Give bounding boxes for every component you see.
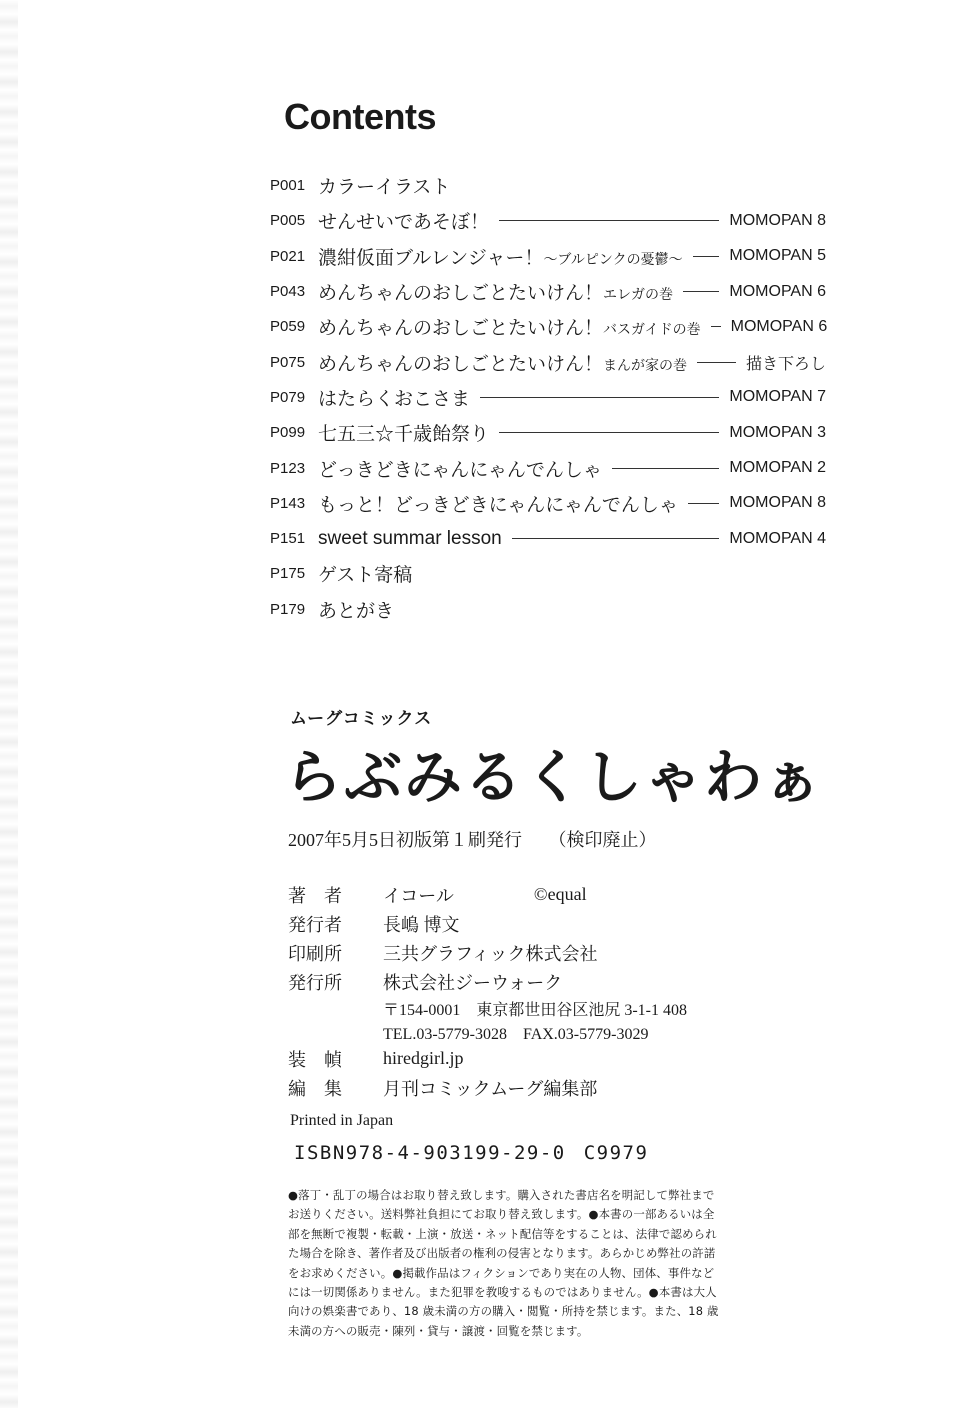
- author-label: 著 者: [288, 885, 342, 906]
- toc-entry: [270, 521, 826, 556]
- toc-title-sub: エレガの巻: [603, 286, 674, 303]
- toc-title-main: もっと！どっきどきにゃんにゃんでんしゃ: [318, 494, 678, 516]
- toc-author: MOMOPAN 6: [729, 282, 826, 300]
- toc-leader-line: [499, 220, 719, 221]
- toc-entry: [270, 486, 826, 521]
- toc-entry: [270, 415, 826, 450]
- publisher-label: 発行者: [288, 914, 342, 935]
- printer-name: 三共グラフィック株式会社: [383, 943, 598, 964]
- printer-row: [288, 938, 687, 967]
- edition-date: 2007年5月5日初版第１刷発行: [288, 830, 522, 850]
- editor-label: 編 集: [288, 1078, 342, 1099]
- issuer-row: [288, 967, 687, 996]
- publisher-name: 長嶋 博文: [383, 914, 460, 935]
- toc-title: [318, 419, 489, 446]
- toc-author: MOMOPAN 6: [730, 317, 828, 335]
- toc-title-main: めんちゃんのおしごとたいけん！: [318, 318, 604, 340]
- toc-entry: [270, 380, 826, 415]
- toc-page-number: P099: [270, 424, 306, 442]
- toc-page-number: P175: [270, 565, 306, 583]
- toc-title-main: せんせいであそぼ！: [318, 212, 490, 234]
- toc-page-number: P043: [270, 283, 306, 301]
- toc-title: [318, 172, 450, 199]
- toc-entry: [270, 203, 826, 238]
- toc-page-number: P075: [270, 353, 306, 371]
- toc-title: [318, 207, 489, 234]
- publisher-row: [288, 909, 687, 938]
- toc-leader-line: [683, 291, 719, 292]
- toc-title: [318, 490, 678, 517]
- toc-leader-line: [697, 362, 736, 363]
- toc-title: [318, 313, 701, 340]
- toc-title: [318, 349, 687, 376]
- isbn-class-code: C9979: [583, 1142, 649, 1164]
- toc-title: [318, 243, 683, 270]
- toc-title: [318, 528, 502, 550]
- toc-title-sub: バスガイドの巻: [603, 321, 701, 338]
- printer-label: 印刷所: [288, 943, 342, 964]
- toc-leader-line: [612, 468, 720, 469]
- design-row: [288, 1044, 687, 1073]
- toc-title: [318, 278, 673, 305]
- toc-author: MOMOPAN 7: [729, 388, 826, 406]
- toc-leader-line: [693, 256, 720, 257]
- toc-entry: [270, 556, 826, 591]
- toc-page-number: P151: [270, 530, 306, 548]
- toc-entry: [270, 168, 826, 203]
- toc-entry: [270, 450, 826, 485]
- toc-title: [318, 455, 602, 482]
- toc-author: MOMOPAN 3: [729, 423, 826, 441]
- contact-row: [288, 1020, 687, 1044]
- toc-page-number: P079: [270, 388, 306, 406]
- design-label: 装 幀: [288, 1049, 342, 1070]
- toc-title-main: どっきどきにゃんにゃんでんしゃ: [318, 459, 602, 481]
- editor-credit: 月刊コミックムーグ編集部: [383, 1078, 598, 1099]
- toc-page-number: P005: [270, 212, 306, 230]
- isbn-number: ISBN978-4-903199-29-0: [294, 1142, 566, 1164]
- toc-title-main: めんちゃんのおしごとたいけん！: [318, 353, 604, 375]
- toc-title-main: 七五三☆千歳飴祭り: [318, 424, 490, 446]
- address-row: [288, 996, 687, 1020]
- printed-in: Printed in Japan: [290, 1112, 394, 1129]
- toc-title: [318, 596, 394, 623]
- toc-author: MOMOPAN 8: [729, 494, 826, 512]
- issuer-name: 株式会社ジーウォーク: [383, 972, 563, 993]
- edition-line: [288, 826, 657, 852]
- toc-title-main: めんちゃんのおしごとたいけん！: [318, 283, 604, 305]
- isbn-line: [294, 1142, 648, 1164]
- toc-entry: [270, 274, 826, 309]
- toc-leader-line: [512, 538, 720, 539]
- toc-title: [318, 560, 412, 587]
- toc-page-number: P143: [270, 494, 306, 512]
- toc-title-main: あとがき: [318, 600, 395, 622]
- toc-title: [318, 384, 470, 411]
- toc-page-number: P059: [270, 318, 306, 336]
- toc-leader-line: [480, 397, 719, 398]
- toc-entry: [270, 592, 826, 627]
- issuer-contact: TEL.03-5779-3028 FAX.03-5779-3029: [383, 1025, 649, 1043]
- editor-row: [288, 1073, 687, 1102]
- toc-title-sub: ～ブルピンクの憂鬱～: [543, 250, 683, 267]
- toc-page-number: P179: [270, 600, 306, 618]
- seal-note: （検印廃止）: [548, 830, 657, 850]
- toc-title-main: 濃紺仮面ブルレンジャー！: [318, 247, 544, 269]
- toc-entry: [270, 309, 826, 344]
- book-title: らぶみるくしゃわぁ: [284, 743, 824, 811]
- toc-author: MOMOPAN 2: [729, 459, 826, 477]
- legal-notice: ●落丁・乱丁の場合はお取り替え致します。購入された書店名を明記して弊社までお送りください。送料弊社負担にてお取り替え致します。●本書の一部あるいは全部を無断で複製・転載・上演・放送・ネット配信等をすることは、法律で認められた場合を除き、著作者及び出版者の権利の侵害となります。あらかじめ弊社の許諾をお求めください。●掲載作品はフィクションであり実在の人物、団体、事件などには一切関係ありません。また犯罪を教唆するものではありません。●本書は大人向けの娯楽書であり、18 歳未満の方の購入・閲覧・所持を禁じます。また、18 歳未満の方への販売・陳列・貸与・譲渡・回覧を禁じます。: [288, 1188, 719, 1338]
- toc-title-main: sweet summar lesson: [318, 527, 502, 549]
- toc-entry: [270, 239, 826, 274]
- toc-entry: [270, 344, 826, 379]
- design-credit: hiredgirl.jp: [383, 1048, 464, 1068]
- author-name: イコール: [383, 885, 454, 906]
- toc-title-main: ゲスト寄稿: [318, 565, 413, 587]
- toc-page-number: P123: [270, 459, 306, 477]
- page-edge-shadow: [0, 0, 18, 1408]
- issuer-address: 〒154-0001 東京都世田谷区池尻 3-1-1 408: [383, 1001, 687, 1019]
- toc-leader-line: [499, 432, 719, 433]
- toc-title-sub: まんが家の巻: [603, 356, 688, 373]
- toc-author: MOMOPAN 8: [729, 211, 826, 229]
- colophon-info: [288, 880, 687, 1102]
- toc-leader-line: [711, 326, 721, 327]
- copyright: ©equal: [533, 884, 587, 904]
- issuer-label: 発行所: [288, 972, 342, 993]
- series-label: ムーグコミックス: [290, 709, 433, 729]
- toc-author: MOMOPAN 5: [729, 247, 826, 265]
- toc-author: MOMOPAN 4: [729, 529, 826, 547]
- toc-page-number: P021: [270, 247, 306, 265]
- author-row: [288, 880, 687, 909]
- contents-heading: Contents: [284, 96, 436, 137]
- table-of-contents: [270, 168, 826, 627]
- toc-title-main: カラーイラスト: [318, 177, 451, 199]
- toc-page-number: P001: [270, 177, 306, 195]
- toc-title-main: はたらくおこさま: [318, 388, 471, 410]
- toc-leader-line: [688, 503, 720, 504]
- toc-author: 描き下ろし: [745, 355, 826, 373]
